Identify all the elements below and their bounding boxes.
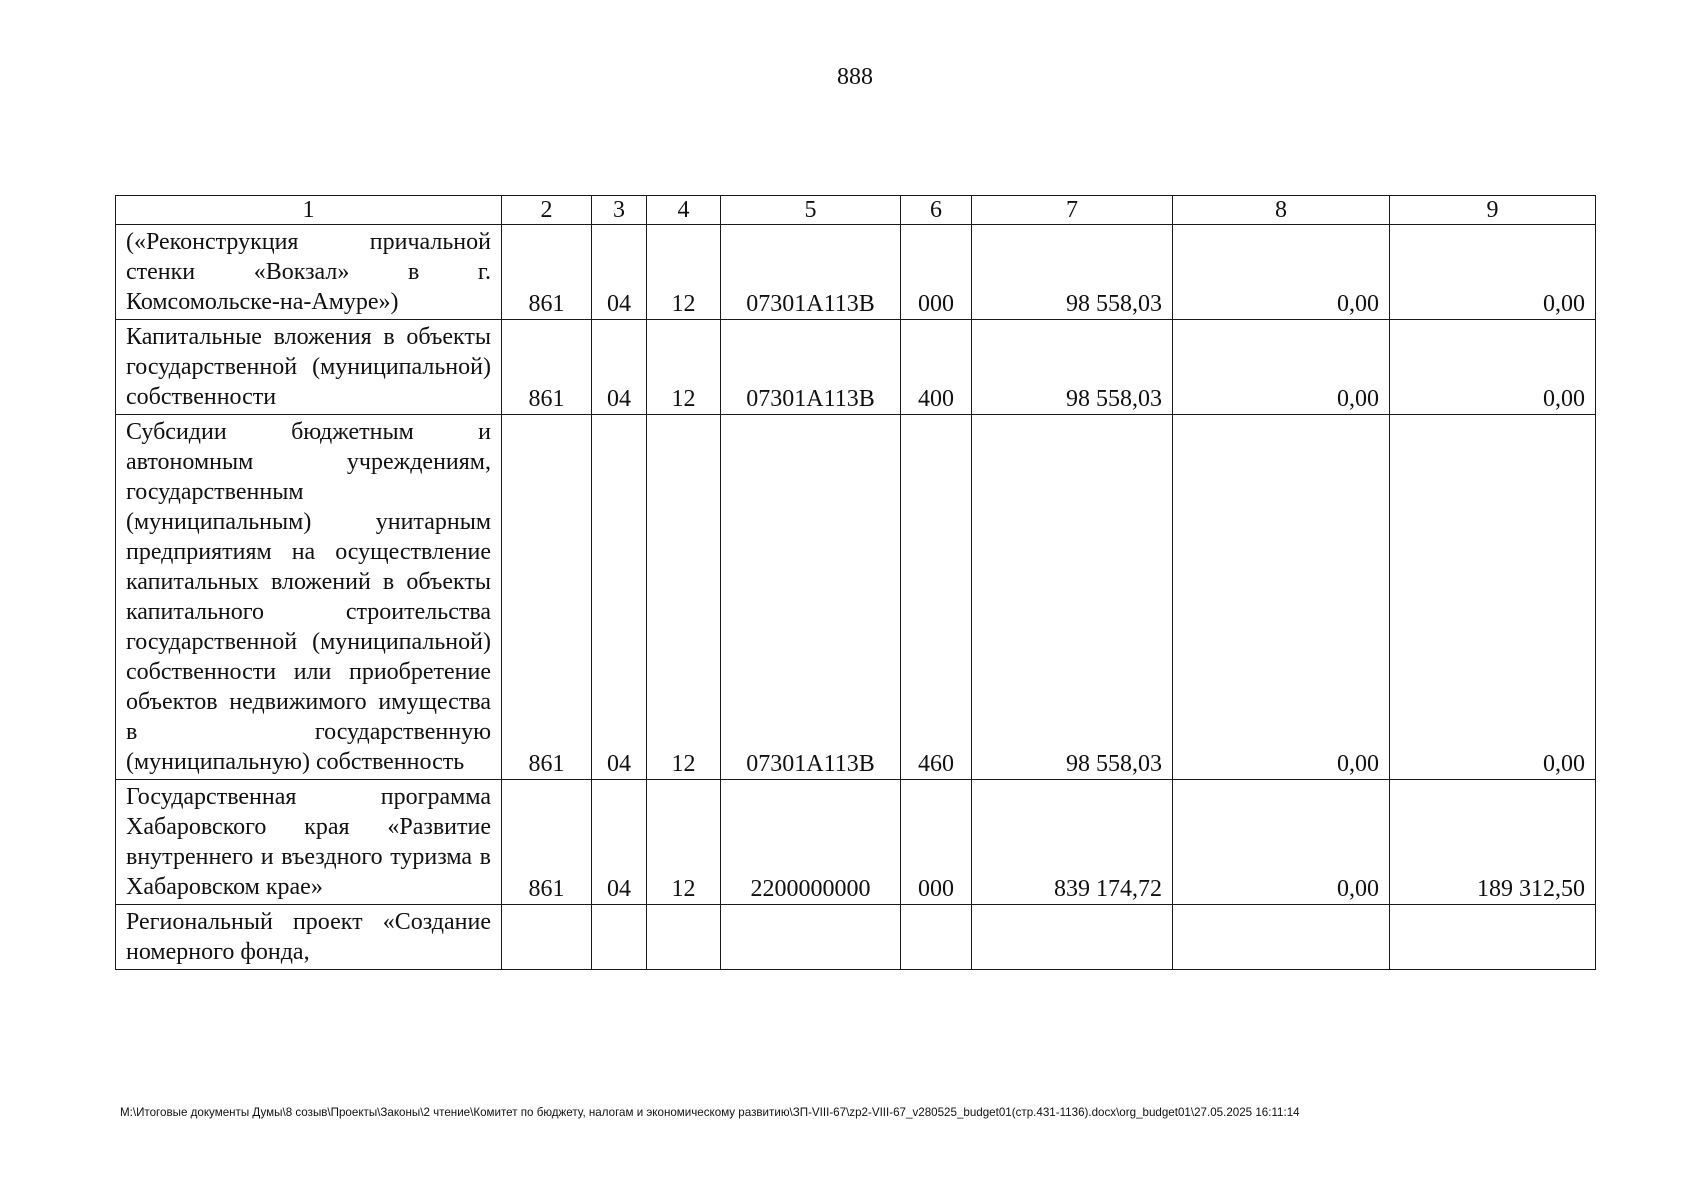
table-header-row <box>116 196 1596 225</box>
table-row <box>116 320 1596 415</box>
amount-cell-8: 0,00 <box>1173 780 1390 905</box>
amount-cell-9 <box>1390 905 1596 970</box>
section-cell: 04 <box>592 225 647 320</box>
code-cell <box>502 905 592 970</box>
expense-type-cell <box>901 905 972 970</box>
table-row <box>116 905 1596 970</box>
column-header-7: 7 <box>972 196 1173 225</box>
section-cell: 04 <box>592 415 647 780</box>
table-row <box>116 225 1596 320</box>
target-article-cell: 07301A113B <box>721 320 901 415</box>
row-name-cell: Капитальные вложения в объекты государственной (муниципальной) собственности <box>116 320 502 415</box>
code-cell: 861 <box>502 780 592 905</box>
column-header-1: 1 <box>116 196 502 225</box>
column-header-6: 6 <box>901 196 972 225</box>
amount-cell-7: 839 174,72 <box>972 780 1173 905</box>
page-number: 888 <box>837 64 873 90</box>
amount-cell-9: 189 312,50 <box>1390 780 1596 905</box>
amount-cell-7: 98 558,03 <box>972 415 1173 780</box>
amount-cell-8: 0,00 <box>1173 320 1390 415</box>
amount-cell-8 <box>1173 905 1390 970</box>
row-name-cell: Субсидии бюджетным и автономным учреждениям, государственным (муниципальным) унитарным предприятиям на осуществление капитальных вложений в объекты капитального строительства государственной (муниципальной) собственности или приобретение объектов недвижимого имущества в государственную (муниципальную) собственность <box>116 415 502 780</box>
amount-cell-8: 0,00 <box>1173 415 1390 780</box>
column-header-3: 3 <box>592 196 647 225</box>
section-cell: 04 <box>592 320 647 415</box>
column-header-9: 9 <box>1390 196 1596 225</box>
budget-table <box>115 195 1596 970</box>
target-article-cell: 07301A113B <box>721 415 901 780</box>
amount-cell-7: 98 558,03 <box>972 225 1173 320</box>
code-cell: 861 <box>502 415 592 780</box>
expense-type-cell: 000 <box>901 225 972 320</box>
expense-type-cell: 000 <box>901 780 972 905</box>
target-article-cell: 07301A113B <box>721 225 901 320</box>
amount-cell-7 <box>972 905 1173 970</box>
row-name-cell: Государственная программа Хабаровского края «Развитие внутреннего и въездного туризма в Хабаровском крае» <box>116 780 502 905</box>
amount-cell-9: 0,00 <box>1390 225 1596 320</box>
section-cell <box>592 905 647 970</box>
subsection-cell: 12 <box>647 415 721 780</box>
row-name-cell: Региональный проект «Создание номерного фонда, <box>116 905 502 970</box>
column-header-8: 8 <box>1173 196 1390 225</box>
subsection-cell: 12 <box>647 225 721 320</box>
subsection-cell <box>647 905 721 970</box>
subsection-cell: 12 <box>647 320 721 415</box>
expense-type-cell: 460 <box>901 415 972 780</box>
expense-type-cell: 400 <box>901 320 972 415</box>
row-name-cell: («Реконструкция причальной стенки «Вокзал» в г. Комсомольске-на-Амуре») <box>116 225 502 320</box>
table-row <box>116 780 1596 905</box>
table-row <box>116 415 1596 780</box>
amount-cell-7: 98 558,03 <box>972 320 1173 415</box>
subsection-cell: 12 <box>647 780 721 905</box>
column-header-2: 2 <box>502 196 592 225</box>
column-header-5: 5 <box>721 196 901 225</box>
document-file-path: M:\Итоговые документы Думы\8 созыв\Проекты\Законы\2 чтение\Комитет по бюджету, налогам и экономическому развитию\ЗП-VIII-67\zp2-VIII-67_v280525_budget01(стр.431-1136).docx\org_budget01\27.05.2025 16:11:14 <box>120 1106 1300 1119</box>
amount-cell-8: 0,00 <box>1173 225 1390 320</box>
amount-cell-9: 0,00 <box>1390 415 1596 780</box>
target-article-cell: 2200000000 <box>721 780 901 905</box>
column-header-4: 4 <box>647 196 721 225</box>
section-cell: 04 <box>592 780 647 905</box>
code-cell: 861 <box>502 225 592 320</box>
target-article-cell <box>721 905 901 970</box>
code-cell: 861 <box>502 320 592 415</box>
amount-cell-9: 0,00 <box>1390 320 1596 415</box>
